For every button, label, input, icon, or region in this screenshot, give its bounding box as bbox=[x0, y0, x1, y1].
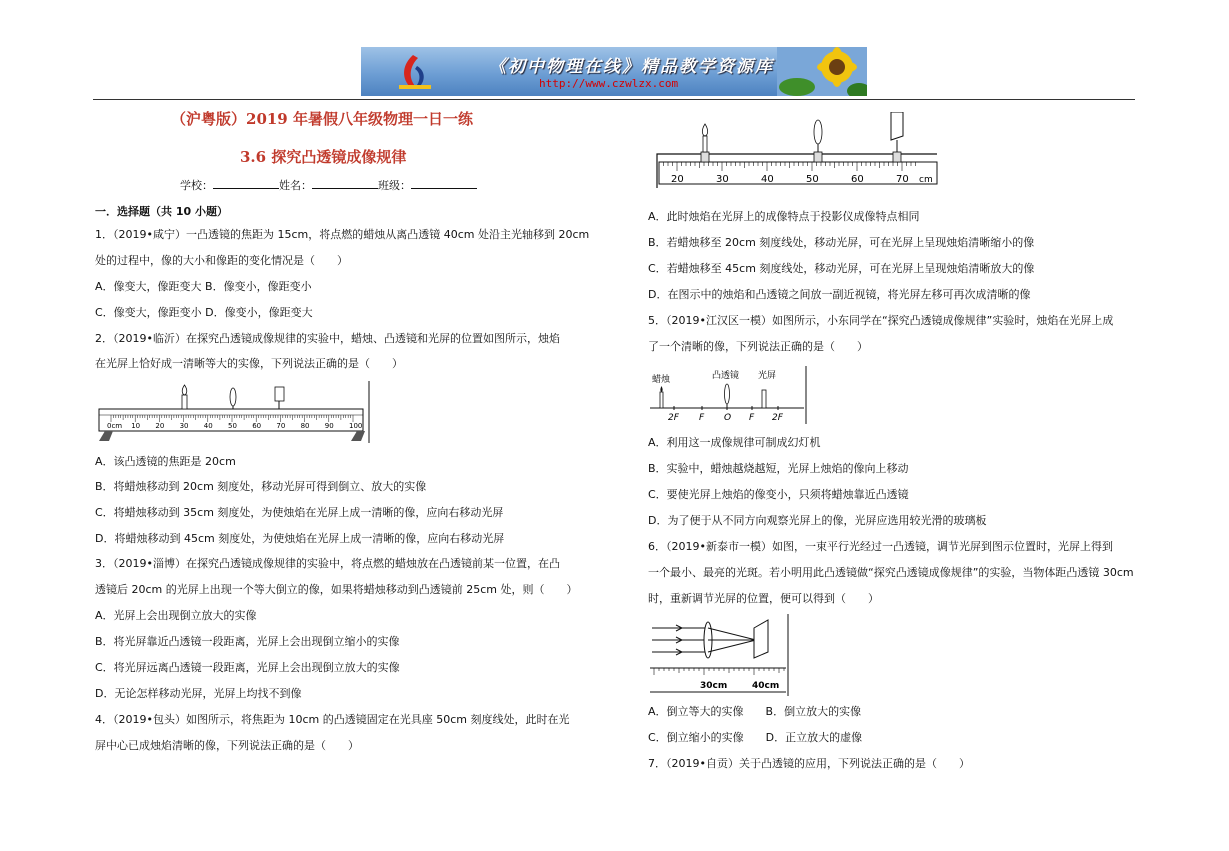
ruler-label: 40 bbox=[761, 174, 774, 185]
option-line: A．光屏上会出现倒立放大的实像 bbox=[95, 609, 257, 622]
school-label: 学校： bbox=[180, 179, 213, 192]
ruler-label: 90 bbox=[324, 422, 334, 430]
header-rule bbox=[93, 99, 1135, 100]
axis-mark-label: F bbox=[699, 413, 705, 423]
axis-marks bbox=[668, 406, 784, 423]
ruler-label: 100 bbox=[349, 422, 363, 430]
ruler-label: 40 bbox=[203, 422, 213, 430]
option-line: C．倒立缩小的实像 D．正立放大的虚像 bbox=[648, 731, 863, 744]
ruler-label: 70 bbox=[896, 174, 909, 185]
figure-q2-optical-bench bbox=[95, 381, 371, 443]
option-line: C．要使光屏上烛焰的像变小，只须将蜡烛靠近凸透镜 bbox=[648, 488, 909, 501]
ruler-unit: cm bbox=[919, 175, 933, 185]
banner-url: http://www.czwlzx.com bbox=[539, 77, 679, 90]
option-line: A．此时烛焰在光屏上的成像特点于投影仪成像特点相同 bbox=[648, 210, 920, 223]
question-line: 5．（2019•江汉区一模）如图所示，小东同学在“探究凸透镜成像规律”实验时，烛焰在光屏上成 bbox=[648, 314, 1114, 327]
class-blank[interactable] bbox=[411, 178, 477, 189]
question-line: 处的过程中，像的大小和像距的变化情况是（ ） bbox=[95, 254, 348, 267]
axis-mark-label: F bbox=[749, 413, 755, 423]
sunflower-icon bbox=[777, 47, 867, 96]
ruler-label: 30 bbox=[716, 174, 729, 185]
option-line: B．若蜡烛移至 20cm 刻度线处，移动光屏，可在光屏上呈现烛焰清晰缩小的像 bbox=[648, 236, 1035, 249]
section-heading: 一．选择题（共 10 小题） bbox=[95, 205, 228, 218]
ruler-label: 20 bbox=[671, 174, 684, 185]
ruler-label: 20 bbox=[155, 422, 165, 430]
label-screen: 光屏 bbox=[758, 371, 777, 381]
question-line: 屏中心已成烛焰清晰的像，下列说法正确的是（ ） bbox=[95, 739, 359, 752]
option-line: D．在图示中的烛焰和凸透镜之间放一副近视镜，将光屏左移可再次成清晰的像 bbox=[648, 288, 1031, 301]
axis-mark-label: 2F bbox=[668, 413, 679, 423]
label-lens: 凸透镜 bbox=[712, 371, 740, 381]
label-40cm: 40cm bbox=[752, 681, 780, 691]
ruler-label: 60 bbox=[252, 422, 262, 430]
option-line: A．该凸透镜的焦距是 20cm bbox=[95, 455, 236, 468]
site-banner bbox=[361, 47, 867, 96]
figure-q5-lens-setup bbox=[648, 366, 808, 424]
ruler-label: 30 bbox=[179, 422, 189, 430]
option-line: A．倒立等大的实像 B．倒立放大的实像 bbox=[648, 705, 862, 718]
option-line: A．像变大，像距变大 B．像变小，像距变小 bbox=[95, 280, 312, 293]
screen-icon bbox=[891, 112, 903, 162]
option-line: D．无论怎样移动光屏，光屏上均找不到像 bbox=[95, 687, 302, 700]
ruler-label: 70 bbox=[276, 422, 286, 430]
ruler-label: 80 bbox=[300, 422, 310, 430]
candle-icon bbox=[701, 124, 709, 162]
label-candle: 蜡烛 bbox=[652, 375, 671, 385]
option-line: A．利用这一成像规律可制成幻灯机 bbox=[648, 436, 821, 449]
question-line: 一个最小、最亮的光斑。若小明用此凸透镜做“探究凸透镜成像规律”的实验，当物体距凸透镜 30cm bbox=[648, 566, 1134, 579]
name-label: 姓名： bbox=[279, 179, 312, 192]
name-blank[interactable] bbox=[312, 178, 378, 189]
option-line: D．为了便于从不同方向观察光屏上的像，光屏应选用较光滑的玻璃板 bbox=[648, 514, 987, 527]
info-fields bbox=[180, 177, 477, 193]
option-line: C．将蜡烛移动到 35cm 刻度处，为使烛焰在光屏上成一清晰的像，应向右移动光屏 bbox=[95, 506, 504, 519]
ruler-label: 50 bbox=[228, 422, 237, 430]
label-30cm: 30cm bbox=[700, 681, 728, 691]
question-line: 时，重新调节光屏的位置，便可以得到（ ） bbox=[648, 592, 879, 605]
axis-mark-label: 2F bbox=[772, 413, 783, 423]
ruler-label: 0cm bbox=[107, 422, 123, 430]
ruler-label: 10 bbox=[131, 422, 141, 430]
ruler-label: 60 bbox=[851, 174, 864, 185]
option-line: C．若蜡烛移至 45cm 刻度线处，移动光屏，可在光屏上呈现烛焰清晰放大的像 bbox=[648, 262, 1035, 275]
ruler-label: 50 bbox=[806, 174, 819, 185]
question-line: 4．（2019•包头）如图所示，将焦距为 10cm 的凸透镜固定在光具座 50cm 刻度线处，此时在光 bbox=[95, 713, 570, 726]
screen-icon bbox=[275, 387, 284, 409]
figure-q6-parallel-light bbox=[648, 614, 790, 696]
option-line: B．将蜡烛移动到 20cm 刻度处，移动光屏可得到倒立、放大的实像 bbox=[95, 480, 427, 493]
lens-icon bbox=[230, 388, 236, 409]
banner-title: 《初中物理在线》精品教学资源库 bbox=[489, 57, 774, 77]
option-line: D．将蜡烛移动到 45cm 刻度处，为使烛焰在光屏上成一清晰的像，应向右移动光屏 bbox=[95, 532, 505, 545]
question-line: 7．（2019•自贡）关于凸透镜的应用，下列说法正确的是（ ） bbox=[648, 757, 970, 770]
figure-q4-optical-bench bbox=[655, 112, 940, 196]
school-blank[interactable] bbox=[213, 178, 279, 189]
candle-icon bbox=[182, 385, 187, 409]
page-title: （沪粤版）2019 年暑假八年级物理一日一练 bbox=[171, 110, 473, 128]
question-line: 1．（2019•咸宁）一凸透镜的焦距为 15cm，将点燃的蜡烛从离凸透镜 40cm 处沿主光轴移到 20cm bbox=[95, 228, 590, 241]
ruler-ticks bbox=[654, 668, 784, 675]
class-label: 班级： bbox=[378, 179, 411, 192]
question-line: 3．（2019•淄博）在探究凸透镜成像规律的实验中，将点燃的蜡烛放在凸透镜前某一位置，在凸 bbox=[95, 557, 560, 570]
question-line: 透镜后 20cm 的光屏上出现一个等大倒立的像，如果将蜡烛移动到凸透镜前 25cm 处，则（ ） bbox=[95, 583, 578, 596]
site-logo-icon bbox=[391, 52, 435, 92]
page-subtitle: 3.6 探究凸透镜成像规律 bbox=[240, 148, 407, 166]
question-line: 2．（2019•临沂）在探究凸透镜成像规律的实验中，蜡烛、凸透镜和光屏的位置如图所示，烛焰 bbox=[95, 332, 560, 345]
axis-mark-label: O bbox=[724, 413, 732, 423]
option-line: C．将光屏远离凸透镜一段距离，光屏上会出现倒立放大的实像 bbox=[95, 661, 400, 674]
question-line: 在光屏上恰好成一清晰等大的实像，下列说法正确的是（ ） bbox=[95, 357, 403, 370]
option-line: B．将光屏靠近凸透镜一段距离，光屏上会出现倒立缩小的实像 bbox=[95, 635, 400, 648]
option-line: C．像变大，像距变小 D．像变小，像距变大 bbox=[95, 306, 313, 319]
lens-icon bbox=[814, 120, 822, 162]
option-line: B．实验中，蜡烛越烧越短，光屏上烛焰的像向上移动 bbox=[648, 462, 909, 475]
question-line: 了一个清晰的像，下列说法正确的是（ ） bbox=[648, 340, 868, 353]
question-line: 6．（2019•新泰市一模）如图，一束平行光经过一凸透镜，调节光屏到图示位置时，光屏上得到 bbox=[648, 540, 1113, 553]
